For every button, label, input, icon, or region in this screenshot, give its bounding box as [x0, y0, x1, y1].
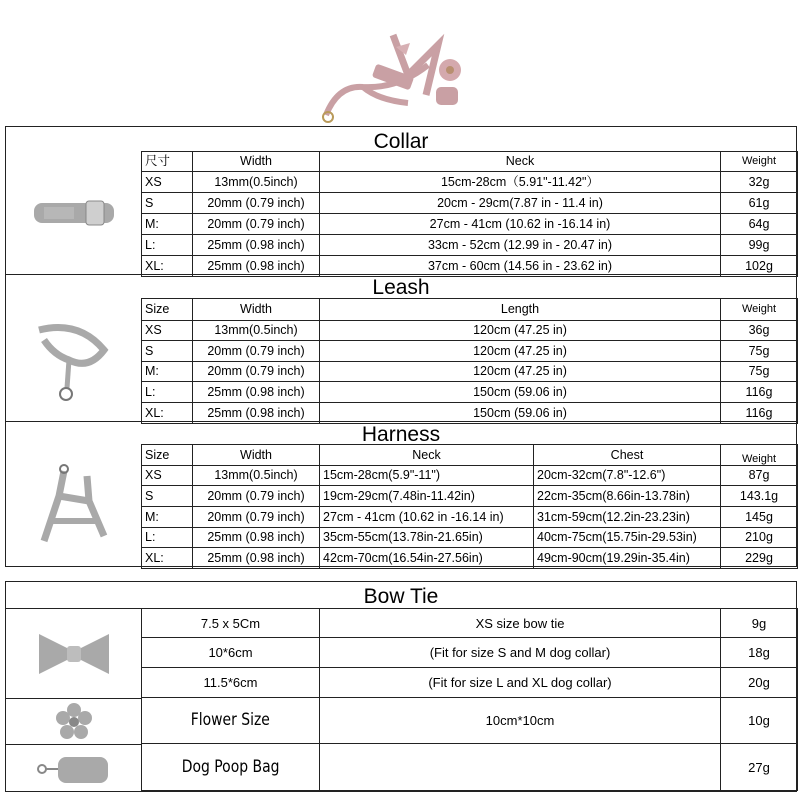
leash-section	[5, 274, 797, 422]
flower-icon	[54, 702, 94, 742]
harness-header-neck: Neck	[320, 445, 534, 466]
table-row	[142, 382, 798, 403]
width-cell: 25mm (0.98 inch)	[193, 548, 320, 569]
collar-icon	[24, 183, 124, 243]
product-set-image	[318, 25, 488, 125]
bowtie-size-cell: 11.5*6cm	[142, 668, 320, 698]
weight-cell: 18g	[721, 638, 798, 668]
size-cell: L:	[142, 528, 193, 548]
table-row	[142, 548, 798, 569]
bowtie-size-cell: 7.5 x 5Cm	[142, 609, 320, 638]
neck-cell: 37cm - 60cm (14.56 in - 23.62 in)	[320, 256, 721, 277]
weight-cell: 20g	[721, 668, 798, 698]
width-cell: 13mm(0.5inch)	[193, 172, 320, 193]
table-row	[142, 486, 798, 507]
size-cell: XS	[142, 466, 193, 486]
flower-label: Flower Size	[190, 710, 271, 730]
width-cell: 20mm (0.79 inch)	[193, 214, 320, 235]
chest-cell: 49cm-90cm(19.29in-35.4in)	[534, 548, 721, 569]
length-cell: 120cm (47.25 in)	[320, 321, 721, 341]
collar-header-size: 尺寸	[142, 152, 193, 172]
width-cell: 20mm (0.79 inch)	[193, 193, 320, 214]
table-row	[142, 609, 798, 638]
table-row	[142, 172, 798, 193]
weight-cell: 75g	[721, 341, 798, 362]
neck-cell: 33cm - 52cm (12.99 in - 20.47 in)	[320, 235, 721, 256]
neck-cell: 15cm-28cm（5.91"-11.42"）	[320, 172, 721, 193]
weight-cell: 116g	[721, 382, 798, 403]
size-cell: M:	[142, 362, 193, 382]
weight-cell: 87g	[721, 466, 798, 486]
neck-cell: 27cm - 41cm (10.62 in -16.14 in)	[320, 214, 721, 235]
length-cell: 150cm (59.06 in)	[320, 382, 721, 403]
length-cell: 120cm (47.25 in)	[320, 341, 721, 362]
weight-cell: 99g	[721, 235, 798, 256]
harness-header-chest: Chest	[534, 445, 721, 466]
weight-cell: 102g	[721, 256, 798, 277]
width-cell: 20mm (0.79 inch)	[193, 486, 320, 507]
leash-header-length: Length	[320, 299, 721, 321]
width-cell: 25mm (0.98 inch)	[193, 528, 320, 548]
collar-header-row	[142, 152, 798, 172]
leash-header-size: Size	[142, 299, 193, 321]
table-row	[142, 341, 798, 362]
flower-row	[142, 698, 798, 744]
neck-cell: 35cm-55cm(13.78in-21.65in)	[320, 528, 534, 548]
bowtie-table	[141, 608, 798, 791]
bowtie-image	[6, 609, 142, 698]
weight-cell: 75g	[721, 362, 798, 382]
width-cell: 25mm (0.98 inch)	[193, 235, 320, 256]
weight-cell: 32g	[721, 172, 798, 193]
table-row	[142, 235, 798, 256]
poop-bag-empty-cell	[320, 744, 721, 791]
poop-bag-image	[6, 744, 142, 792]
chest-cell: 20cm-32cm(7.8"-12.6")	[534, 466, 721, 486]
harness-header-row	[142, 445, 798, 466]
width-cell: 25mm (0.98 inch)	[193, 256, 320, 277]
weight-cell: 61g	[721, 193, 798, 214]
width-cell: 13mm(0.5inch)	[193, 321, 320, 341]
size-cell: L:	[142, 235, 193, 256]
bowtie-section	[5, 581, 797, 792]
table-row	[142, 193, 798, 214]
harness-icon	[29, 456, 119, 556]
harness-table	[141, 444, 798, 569]
width-cell: 20mm (0.79 inch)	[193, 362, 320, 382]
neck-cell: 19cm-29cm(7.48in-11.42in)	[320, 486, 534, 507]
neck-cell: 15cm-28cm(5.9"-11")	[320, 466, 534, 486]
harness-header-width: Width	[193, 445, 320, 466]
leash-image	[6, 298, 142, 422]
neck-cell: 42cm-70cm(16.54in-27.56in)	[320, 548, 534, 569]
neck-cell: 20cm - 29cm(7.87 in - 11.4 in)	[320, 193, 721, 214]
table-row	[142, 668, 798, 698]
chest-cell: 22cm-35cm(8.66in-13.78in)	[534, 486, 721, 507]
size-cell: M:	[142, 214, 193, 235]
weight-cell: 10g	[721, 698, 798, 744]
length-cell: 120cm (47.25 in)	[320, 362, 721, 382]
table-row	[142, 528, 798, 548]
size-cell: S	[142, 193, 193, 214]
harness-header-size: Size	[142, 445, 193, 466]
collar-header-neck: Neck	[320, 152, 721, 172]
width-cell: 20mm (0.79 inch)	[193, 507, 320, 528]
weight-cell: 64g	[721, 214, 798, 235]
table-row	[142, 321, 798, 341]
bowtie-fit-cell: (Fit for size L and XL dog collar)	[320, 668, 721, 698]
size-cell: M:	[142, 507, 193, 528]
leash-header-width: Width	[193, 299, 320, 321]
chest-cell: 40cm-75cm(15.75in-29.53in)	[534, 528, 721, 548]
bowtie-title: Bow Tie	[363, 585, 439, 608]
size-cell: XS	[142, 321, 193, 341]
size-cell: L:	[142, 382, 193, 403]
flower-image	[6, 698, 142, 745]
collar-image	[6, 151, 142, 275]
size-cell: S	[142, 486, 193, 507]
width-cell: 25mm (0.98 inch)	[193, 382, 320, 403]
leash-title: Leash	[372, 276, 430, 299]
size-cell: XL:	[142, 403, 193, 424]
weight-cell: 143.1g	[721, 486, 798, 507]
flower-label-cell	[142, 698, 320, 744]
bowtie-fit-cell: (Fit for size S and M dog collar)	[320, 638, 721, 668]
flower-size-cell: 10cm*10cm	[320, 698, 721, 744]
width-cell: 25mm (0.98 inch)	[193, 403, 320, 424]
size-cell: XS	[142, 172, 193, 193]
length-cell: 150cm (59.06 in)	[320, 403, 721, 424]
weight-cell: 36g	[721, 321, 798, 341]
leash-icon	[29, 310, 119, 410]
chest-cell: 31cm-59cm(12.2in-23.23in)	[534, 507, 721, 528]
weight-cell: 27g	[721, 744, 798, 791]
weight-cell: 229g	[721, 548, 798, 569]
bowtie-fit-cell: XS size bow tie	[320, 609, 721, 638]
table-row	[142, 214, 798, 235]
poop-bag-row	[142, 744, 798, 791]
size-cell: S	[142, 341, 193, 362]
bowtie-icon	[34, 629, 114, 679]
leash-header-weight: Weight	[721, 299, 798, 321]
harness-section	[5, 421, 797, 567]
weight-cell: 9g	[721, 609, 798, 638]
weight-cell: 116g	[721, 403, 798, 424]
width-cell: 13mm(0.5inch)	[193, 466, 320, 486]
size-cell: XL:	[142, 256, 193, 277]
table-row	[142, 466, 798, 486]
harness-header-weight: Weight	[721, 445, 798, 466]
weight-cell: 210g	[721, 528, 798, 548]
collar-table	[141, 151, 798, 277]
collar-section	[5, 126, 797, 275]
weight-cell: 145g	[721, 507, 798, 528]
table-row	[142, 638, 798, 668]
width-cell: 20mm (0.79 inch)	[193, 341, 320, 362]
leash-table	[141, 298, 798, 424]
table-row	[142, 507, 798, 528]
collar-header-width: Width	[193, 152, 320, 172]
poop-bag-label: Dog Poop Bag	[181, 756, 280, 777]
bowtie-size-cell: 10*6cm	[142, 638, 320, 668]
harness-title: Harness	[361, 423, 441, 446]
size-cell: XL:	[142, 548, 193, 569]
collar-title: Collar	[373, 130, 429, 153]
collar-header-weight: Weight	[721, 152, 798, 172]
neck-cell: 27cm - 41cm (10.62 in -16.14 in)	[320, 507, 534, 528]
table-row	[142, 362, 798, 382]
harness-image	[6, 444, 142, 567]
poop-bag-icon	[34, 751, 114, 787]
leash-header-row	[142, 299, 798, 321]
poop-bag-label-cell	[142, 744, 320, 791]
